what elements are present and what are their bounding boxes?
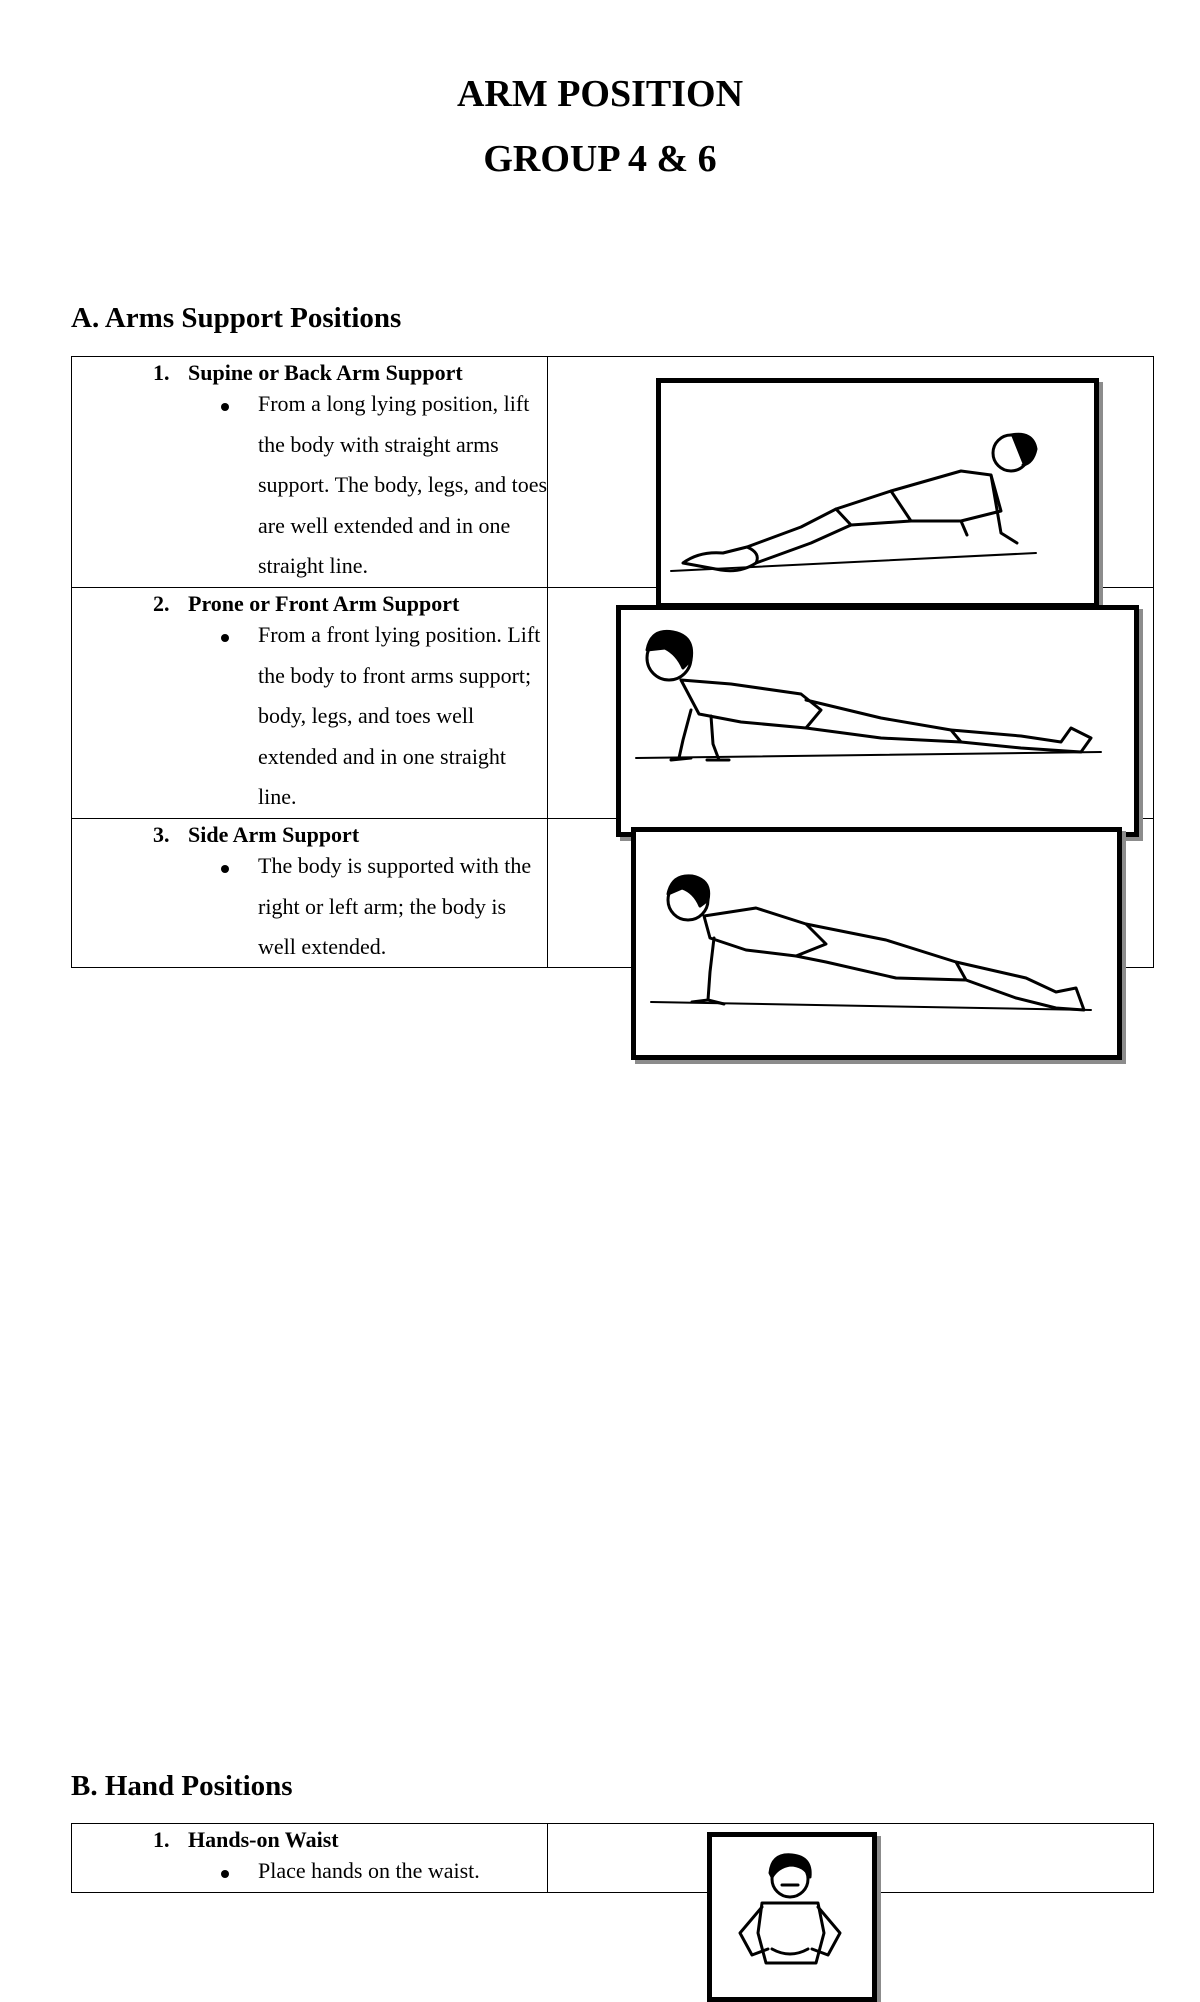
prone-arm-support-illustration: [616, 605, 1139, 837]
item-title: 3. Side Arm Support: [153, 822, 360, 847]
side-arm-support-illustration: [631, 827, 1122, 1060]
table-cell: [72, 357, 548, 587]
item-description: Place hands on the waist.: [258, 1858, 480, 1883]
item-description: The body is supported with the right or left arm; the body is well extended.: [258, 853, 532, 959]
bullet-icon: [221, 865, 229, 873]
item-description: From a long lying position, lift the body with straight arms support. The body, legs, and toes are well extended and in one straight line.: [258, 391, 548, 578]
item-description: From a front lying position. Lift the body to front arms support; body, legs, and toes well extended and in one straight line.: [258, 622, 541, 809]
hand-positions-table: [71, 1823, 1154, 1893]
bullet-icon: [221, 634, 229, 642]
bullet-icon: [221, 403, 229, 411]
document-subtitle: GROUP 4 & 6: [483, 138, 717, 180]
item-title: 1. Supine or Back Arm Support: [153, 360, 463, 385]
table-cell: [72, 819, 548, 967]
section-b-heading: B. Hand Positions: [71, 1770, 293, 1802]
table-cell: [72, 588, 548, 818]
table-row: [72, 1824, 1153, 1892]
bullet-icon: [221, 1870, 229, 1878]
document-title: ARM POSITION: [456, 73, 744, 115]
item-title: 1. Hands-on Waist: [153, 1827, 339, 1852]
table-cell: [72, 1824, 548, 1892]
hands-on-waist-illustration: [707, 1832, 877, 2002]
item-title: 2. Prone or Front Arm Support: [153, 591, 460, 616]
supine-arm-support-illustration: [656, 378, 1099, 608]
section-a-heading: A. Arms Support Positions: [71, 302, 402, 334]
